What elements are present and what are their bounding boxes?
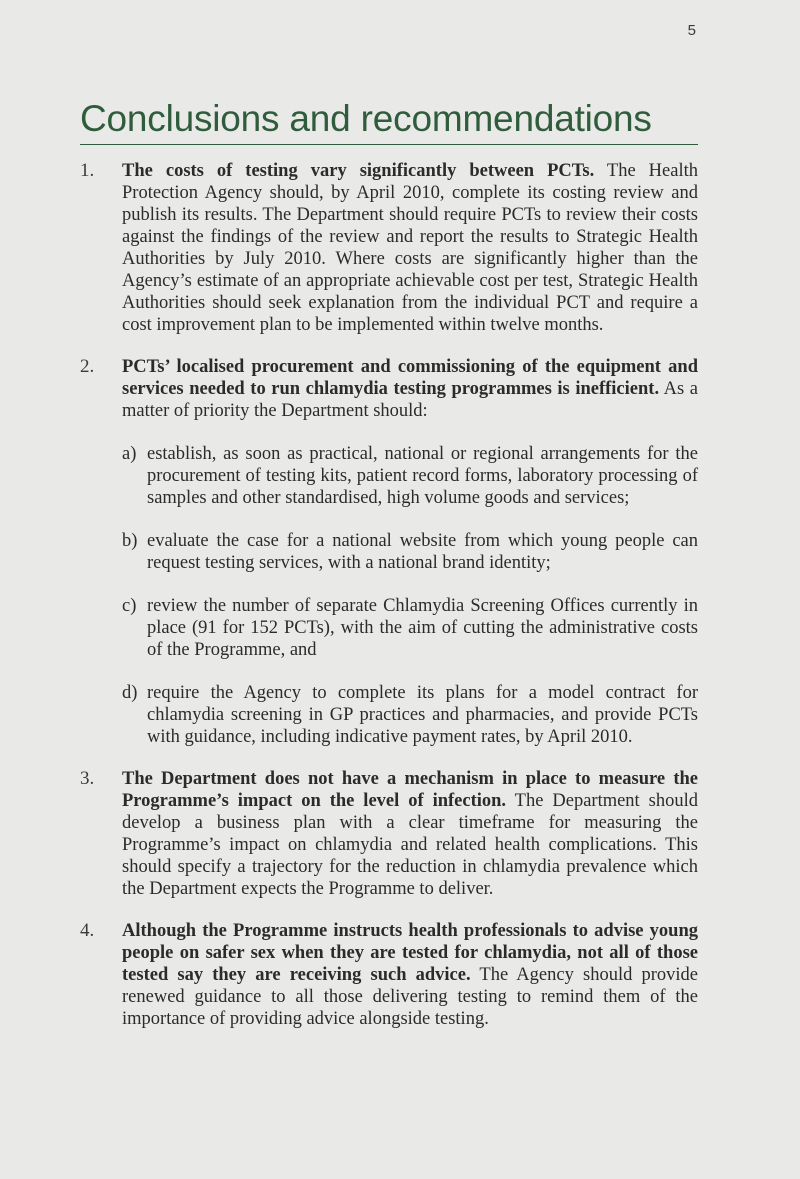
item-text: The Agency should provide renewed guidance to all those delivering testing to remind them of the importance of providing advice alongside testing. [122, 965, 698, 1029]
item-bold-lead: PCTs’ localised procurement and commissioning of the equipment and services needed to run chlamydia testing programmes is inefficient. [122, 357, 698, 399]
item-bold-lead: The costs of testing vary significantly between PCTs. [122, 161, 595, 181]
item-number: 2. [80, 356, 95, 377]
sub-text: establish, as soon as practical, national or regional arrangements for the procurement of testing kits, patient record forms, laboratory processing of samples and other standardised, high volume goods and services; [147, 444, 698, 508]
item-text: The Department should develop a business plan with a clear timeframe for measuring the Programme’s impact on chlamydia and related health complications. This should specify a trajectory for the reduction in chlamydia prevalence which the Department expects the Programme to deliver. [122, 791, 698, 899]
title-rule [80, 144, 698, 145]
sub-item-b [122, 530, 698, 574]
recommendation-2 [80, 356, 698, 748]
sub-text: evaluate the case for a national website from which young people can request testing services, with a national brand identity; [147, 531, 698, 573]
item-number: 1. [80, 160, 95, 181]
recommendations-list [80, 160, 698, 1050]
recommendation-4 [80, 920, 698, 1030]
sub-letter: c) [122, 596, 137, 616]
item-paragraph [122, 356, 698, 422]
sub-item-a [122, 443, 698, 509]
sub-letter: d) [122, 683, 138, 703]
sub-item-d [122, 682, 698, 748]
item-paragraph [122, 920, 698, 1030]
item-paragraph [122, 768, 698, 900]
sub-text: review the number of separate Chlamydia Screening Offices currently in place (91 for 152 PCTs), with the aim of cutting the administrative costs of the Programme, and [147, 596, 698, 660]
sub-text: require the Agency to complete its plans for a model contract for chlamydia screening in GP practices and pharmacies, and provide PCTs with guidance, including indicative payment rates, by April 2010. [147, 683, 698, 747]
recommendation-3 [80, 768, 698, 900]
recommendation-1 [80, 160, 698, 336]
item-text: As a matter of priority the Department should: [122, 379, 698, 421]
sub-list [122, 443, 698, 748]
page-number: 5 [687, 22, 696, 39]
item-bold-lead: The Department does not have a mechanism in place to measure the Programme’s impact on the level of infection. [122, 769, 698, 811]
sub-letter: b) [122, 531, 138, 551]
item-bold-lead: Although the Programme instructs health professionals to advise young people on safer sex when they are tested for chlamydia, not all of those tested say they are receiving such advice. [122, 921, 698, 985]
sub-letter: a) [122, 444, 137, 464]
item-paragraph [122, 160, 698, 336]
item-number: 4. [80, 920, 95, 941]
page-title: Conclusions and recommendations [80, 98, 652, 139]
item-text: The Health Protection Agency should, by April 2010, complete its costing review and publish its results. The Department should require PCTs to review their costs against the findings of the review and report the results to Strategic Health Authorities by July 2010. Where costs are significantly higher than the Agency’s estimate of an appropriate achievable cost per test, Strategic Health Authorities should seek explanation from the individual PCT and require a cost improvement plan to be implemented within twelve months. [122, 161, 698, 335]
item-number: 3. [80, 768, 95, 789]
sub-item-c [122, 595, 698, 661]
